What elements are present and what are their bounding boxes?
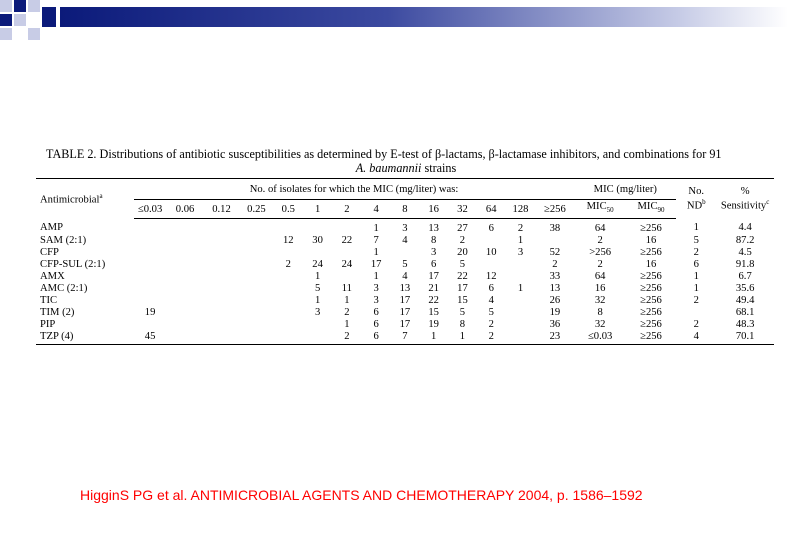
- mic50-cell: 32: [594, 318, 606, 330]
- conc-header: 8: [391, 200, 420, 219]
- isolate-count-cell: [506, 330, 536, 345]
- sensitivity-cell: 49.4: [735, 294, 755, 306]
- mic50-cell: 2: [597, 234, 603, 246]
- isolate-count-cell: [240, 306, 274, 318]
- isolate-count-cell: [134, 318, 167, 330]
- antimicrobial-name: TIC: [40, 294, 58, 306]
- isolate-count-cell: 52: [549, 246, 561, 258]
- mic90-cell: ≥256: [640, 270, 662, 282]
- isolate-count-cell: [273, 219, 303, 235]
- isolate-count-cell: 2: [332, 330, 362, 345]
- isolate-count-cell: [240, 270, 274, 282]
- nd-cell: 2: [693, 246, 699, 258]
- isolate-count-cell: 7: [373, 234, 379, 246]
- sensitivity-cell: 91.8: [735, 258, 755, 270]
- isolate-count-cell: [204, 318, 240, 330]
- slide-header-decoration: [0, 0, 800, 40]
- conc-header: 0.12: [204, 200, 240, 219]
- conc-header: 1: [303, 200, 332, 219]
- isolate-count-cell: [134, 246, 167, 258]
- isolate-count-cell: 1: [314, 270, 321, 282]
- mic50-cell: 2: [597, 258, 603, 270]
- isolate-count-cell: 1: [344, 294, 350, 306]
- sensitivity-cell: 35.6: [735, 282, 755, 294]
- isolate-count-cell: 24: [341, 258, 353, 270]
- sensitivity-cell: 87.2: [735, 234, 755, 246]
- conc-header: 16: [419, 200, 448, 219]
- isolate-count-cell: 22: [457, 270, 468, 282]
- nd-header: No. $ND^b$: [676, 179, 716, 219]
- isolate-count-cell: 2: [344, 306, 350, 318]
- isolate-count-cell: 2: [477, 330, 506, 345]
- isolate-count-cell: 15: [457, 294, 468, 306]
- isolate-count-cell: 13: [428, 222, 439, 234]
- mic50-cell: ≤0.03: [574, 330, 625, 345]
- table-row: [36, 294, 774, 306]
- deco-square: [14, 14, 26, 26]
- table-row: [36, 306, 774, 318]
- antimicrobial-name: AMP: [40, 222, 63, 234]
- isolate-count-cell: 4: [402, 234, 408, 246]
- sensitivity-cell: 68.1: [735, 306, 755, 318]
- isolate-count-cell: [273, 330, 303, 345]
- citation-text: HigginS PG et al. ANTIMICROBIAL AGENTS AND CHEMOTHERAPY 2004, p. 1586–1592: [80, 487, 643, 503]
- isolate-count-cell: 45: [134, 330, 167, 345]
- isolate-count-cell: [332, 270, 362, 282]
- isolate-count-cell: 30: [312, 234, 323, 246]
- nd-cell: 4: [676, 330, 716, 345]
- mic50-header: $MIC_{50}$: [574, 200, 625, 219]
- isolate-count-cell: [204, 234, 240, 246]
- table-body: [36, 219, 774, 345]
- caption-line2: [46, 161, 766, 175]
- isolate-count-cell: [273, 282, 303, 294]
- isolate-count-cell: 24: [312, 258, 323, 270]
- isolate-count-cell: 23: [535, 330, 574, 345]
- table-header-row: [36, 179, 774, 200]
- isolate-count-cell: [506, 318, 536, 330]
- isolate-count-cell: [391, 246, 420, 258]
- isolate-count-cell: 36: [549, 318, 561, 330]
- isolate-count-cell: 1: [373, 270, 379, 282]
- table-row: [36, 219, 774, 235]
- sensitivity-cell: 4.5: [738, 246, 752, 258]
- nd-cell: 1: [693, 222, 699, 234]
- antimicrobial-header: Antimicrobial$^a$: [36, 179, 134, 219]
- isolate-count-cell: 1: [373, 246, 379, 258]
- conc-header: 128: [506, 200, 536, 219]
- isolate-count-cell: 17: [457, 282, 468, 294]
- isolate-count-cell: 5: [459, 306, 466, 318]
- antimicrobial-name: CFP: [40, 246, 59, 258]
- isolate-count-cell: 17: [428, 270, 439, 282]
- isolate-count-cell: [477, 234, 506, 246]
- caption-line2-rest: strains: [421, 161, 457, 175]
- isolate-count-cell: [303, 318, 332, 330]
- isolate-count-cell: 4: [402, 270, 408, 282]
- nd-cell: 2: [693, 318, 699, 330]
- isolate-count-cell: [167, 330, 204, 345]
- species-name: A. baumannii: [355, 161, 422, 175]
- isolate-count-cell: [204, 330, 240, 345]
- isolate-count-cell: [167, 306, 204, 318]
- antimicrobial-name: AMC (2:1): [40, 282, 88, 294]
- isolate-count-cell: [204, 258, 240, 270]
- isolate-count-cell: 1: [373, 222, 379, 234]
- susceptibility-table-container: [36, 178, 774, 345]
- isolate-count-cell: 2: [285, 258, 291, 270]
- isolate-count-cell: 1: [517, 234, 524, 246]
- sensitivity-cell: 4.4: [738, 222, 752, 234]
- conc-header: 0.06: [167, 200, 204, 219]
- isolate-count-cell: [506, 294, 536, 306]
- conc-header: 0.5: [273, 200, 303, 219]
- isolate-count-cell: [506, 258, 536, 270]
- caption-line1: TABLE 2. Distributions of antibiotic susceptibilities as determined by E-test of β-lactams, β-lactamase inhibitors, and combinations for 91: [46, 147, 722, 161]
- isolate-count-cell: [303, 246, 332, 258]
- antimicrobial-name: CFP-SUL (2:1): [40, 258, 106, 270]
- isolate-count-cell: [167, 258, 204, 270]
- isolate-count-cell: 13: [549, 282, 561, 294]
- table-row: [36, 234, 774, 246]
- isolate-count-cell: [273, 306, 303, 318]
- isolate-count-cell: [332, 219, 362, 235]
- mic-header: MIC (mg/liter): [574, 179, 676, 200]
- isolate-count-cell: [204, 270, 240, 282]
- isolate-count-cell: 2: [459, 234, 466, 246]
- conc-header: ≤0.03: [134, 200, 167, 219]
- sensitivity-cell: 48.3: [735, 318, 755, 330]
- conc-header: 2: [332, 200, 362, 219]
- isolate-count-cell: [303, 330, 332, 345]
- isolate-count-cell: [273, 270, 303, 282]
- isolate-count-cell: [273, 294, 303, 306]
- isolate-count-cell: [240, 294, 274, 306]
- isolate-count-cell: [535, 234, 574, 246]
- isolate-count-cell: 11: [341, 282, 352, 294]
- isolate-count-cell: [240, 318, 274, 330]
- isolate-count-cell: [204, 282, 240, 294]
- isolate-count-cell: 1: [517, 282, 524, 294]
- nd-cell: 2: [693, 294, 699, 306]
- isolate-count-cell: 5: [402, 258, 408, 270]
- isolate-count-cell: 1: [314, 294, 321, 306]
- isolate-count-cell: [240, 246, 274, 258]
- table-row: [36, 270, 774, 282]
- isolate-count-cell: [240, 282, 274, 294]
- mic50-cell: 16: [594, 282, 606, 294]
- isolate-count-cell: [477, 258, 506, 270]
- isolate-count-cell: 3: [431, 246, 437, 258]
- isolate-count-cell: [134, 282, 167, 294]
- isolate-count-cell: 5: [488, 306, 494, 318]
- deco-square: [0, 28, 12, 40]
- isolate-count-cell: [134, 234, 167, 246]
- isolate-count-cell: 27: [457, 222, 468, 234]
- mic90-cell: ≥256: [640, 222, 662, 234]
- isolate-count-cell: 3: [314, 306, 321, 318]
- header-gradient-bar: [60, 7, 788, 27]
- deco-square: [28, 28, 40, 40]
- mic-distribution-header: No. of isolates for which the MIC (mg/liter) was:: [134, 179, 575, 200]
- mic50-cell: 64: [594, 270, 606, 282]
- isolate-count-cell: [204, 294, 240, 306]
- isolate-count-cell: 6: [488, 222, 494, 234]
- mic90-header: $MIC_{90}$: [626, 200, 676, 219]
- deco-square: [42, 7, 56, 27]
- mic90-cell: ≥256: [640, 306, 662, 318]
- isolate-count-cell: 2: [488, 318, 494, 330]
- mic90-cell: 16: [645, 234, 657, 246]
- isolate-count-cell: 10: [485, 246, 497, 258]
- isolate-count-cell: 33: [549, 270, 561, 282]
- antimicrobial-name: AMX: [40, 270, 65, 282]
- deco-square: [0, 0, 12, 12]
- isolate-count-cell: 22: [341, 234, 353, 246]
- nd-cell: 5: [693, 234, 699, 246]
- mic90-cell: ≥256: [640, 318, 662, 330]
- isolate-count-cell: [134, 270, 167, 282]
- sensitivity-cell: 6.7: [738, 270, 752, 282]
- isolate-count-cell: 4: [488, 294, 494, 306]
- susceptibility-table: [36, 178, 774, 345]
- isolate-count-cell: 2: [552, 258, 558, 270]
- isolate-count-cell: 19: [549, 306, 561, 318]
- isolate-count-cell: [167, 234, 204, 246]
- mic50-cell: 32: [594, 294, 606, 306]
- isolate-count-cell: [134, 258, 167, 270]
- isolate-count-cell: 6: [373, 318, 379, 330]
- isolate-count-cell: 15: [428, 306, 439, 318]
- isolate-count-cell: 19: [428, 318, 439, 330]
- table-row: [36, 330, 774, 345]
- mic90-cell: ≥256: [640, 294, 662, 306]
- isolate-count-cell: [273, 318, 303, 330]
- isolate-count-cell: [506, 306, 536, 318]
- conc-header: ≥256: [535, 200, 574, 219]
- isolate-count-cell: 6: [362, 330, 391, 345]
- isolate-count-cell: 22: [428, 294, 439, 306]
- isolate-count-cell: [240, 219, 274, 235]
- conc-header: 64: [477, 200, 506, 219]
- conc-header: 0.25: [240, 200, 274, 219]
- mic50-cell: >256: [589, 246, 612, 258]
- isolate-count-cell: 19: [144, 306, 156, 318]
- sensitivity-cell: 70.1: [716, 330, 774, 345]
- isolate-count-cell: [273, 246, 303, 258]
- isolate-count-cell: 6: [431, 258, 437, 270]
- antimicrobial-name: TZP (4): [36, 330, 134, 345]
- isolate-count-cell: [204, 306, 240, 318]
- deco-square: [0, 14, 12, 26]
- isolate-count-cell: [167, 282, 204, 294]
- isolate-count-cell: 17: [399, 294, 411, 306]
- isolate-count-cell: [167, 318, 204, 330]
- isolate-count-cell: 12: [485, 270, 497, 282]
- isolate-count-cell: [167, 294, 204, 306]
- table-row: [36, 318, 774, 330]
- isolate-count-cell: 5: [459, 258, 466, 270]
- conc-header: 4: [362, 200, 391, 219]
- deco-square: [28, 0, 40, 12]
- nd-cell: 1: [693, 282, 699, 294]
- isolate-count-cell: 21: [428, 282, 439, 294]
- mic90-cell: 16: [645, 258, 657, 270]
- isolate-count-cell: 5: [314, 282, 321, 294]
- isolate-count-cell: 17: [399, 306, 411, 318]
- mic50-cell: 64: [594, 222, 606, 234]
- isolate-count-cell: 8: [459, 318, 466, 330]
- isolate-count-cell: 3: [373, 294, 379, 306]
- isolate-count-cell: 1: [419, 330, 448, 345]
- sensitivity-header: % Sensitivity$^c$: [716, 179, 774, 219]
- isolate-count-cell: 20: [457, 246, 468, 258]
- isolate-count-cell: [204, 219, 240, 235]
- deco-square: [14, 0, 26, 12]
- nd-cell: [676, 306, 716, 318]
- isolate-count-cell: 1: [448, 330, 477, 345]
- isolate-count-cell: [303, 219, 332, 235]
- concentration-header-row: [36, 200, 774, 219]
- isolate-count-cell: 6: [488, 282, 494, 294]
- antimicrobial-name: TIM (2): [40, 306, 75, 318]
- table-row: [36, 282, 774, 294]
- isolate-count-cell: 7: [391, 330, 420, 345]
- isolate-count-cell: 17: [399, 318, 411, 330]
- antimicrobial-name: SAM (2:1): [40, 234, 87, 246]
- conc-header: 32: [448, 200, 477, 219]
- isolate-count-cell: [204, 246, 240, 258]
- mic50-cell: 8: [597, 306, 603, 318]
- mic90-cell: ≥256: [640, 246, 662, 258]
- isolate-count-cell: 26: [549, 294, 561, 306]
- isolate-count-cell: 1: [344, 318, 350, 330]
- isolate-count-cell: 2: [517, 222, 524, 234]
- isolate-count-cell: [240, 330, 274, 345]
- isolate-count-cell: 3: [402, 222, 408, 234]
- isolate-count-cell: [167, 270, 204, 282]
- mic90-cell: ≥256: [626, 330, 676, 345]
- isolate-count-cell: 8: [431, 234, 437, 246]
- table-row: [36, 246, 774, 258]
- table-caption: [46, 147, 766, 175]
- nd-cell: 6: [693, 258, 699, 270]
- table-row: [36, 258, 774, 270]
- isolate-count-cell: [134, 294, 167, 306]
- isolate-count-cell: 12: [283, 234, 294, 246]
- isolate-count-cell: [167, 219, 204, 235]
- nd-cell: 1: [693, 270, 699, 282]
- isolate-count-cell: 38: [549, 222, 561, 234]
- antimicrobial-name: PIP: [40, 318, 56, 330]
- isolate-count-cell: [240, 258, 274, 270]
- isolate-count-cell: 13: [399, 282, 411, 294]
- isolate-count-cell: [332, 246, 362, 258]
- isolate-count-cell: 17: [370, 258, 382, 270]
- isolate-count-cell: [506, 270, 536, 282]
- mic90-cell: ≥256: [640, 282, 662, 294]
- isolate-count-cell: [134, 219, 167, 235]
- isolate-count-cell: [167, 246, 204, 258]
- isolate-count-cell: [240, 234, 274, 246]
- isolate-count-cell: 3: [373, 282, 379, 294]
- isolate-count-cell: 6: [373, 306, 379, 318]
- isolate-count-cell: 3: [517, 246, 524, 258]
